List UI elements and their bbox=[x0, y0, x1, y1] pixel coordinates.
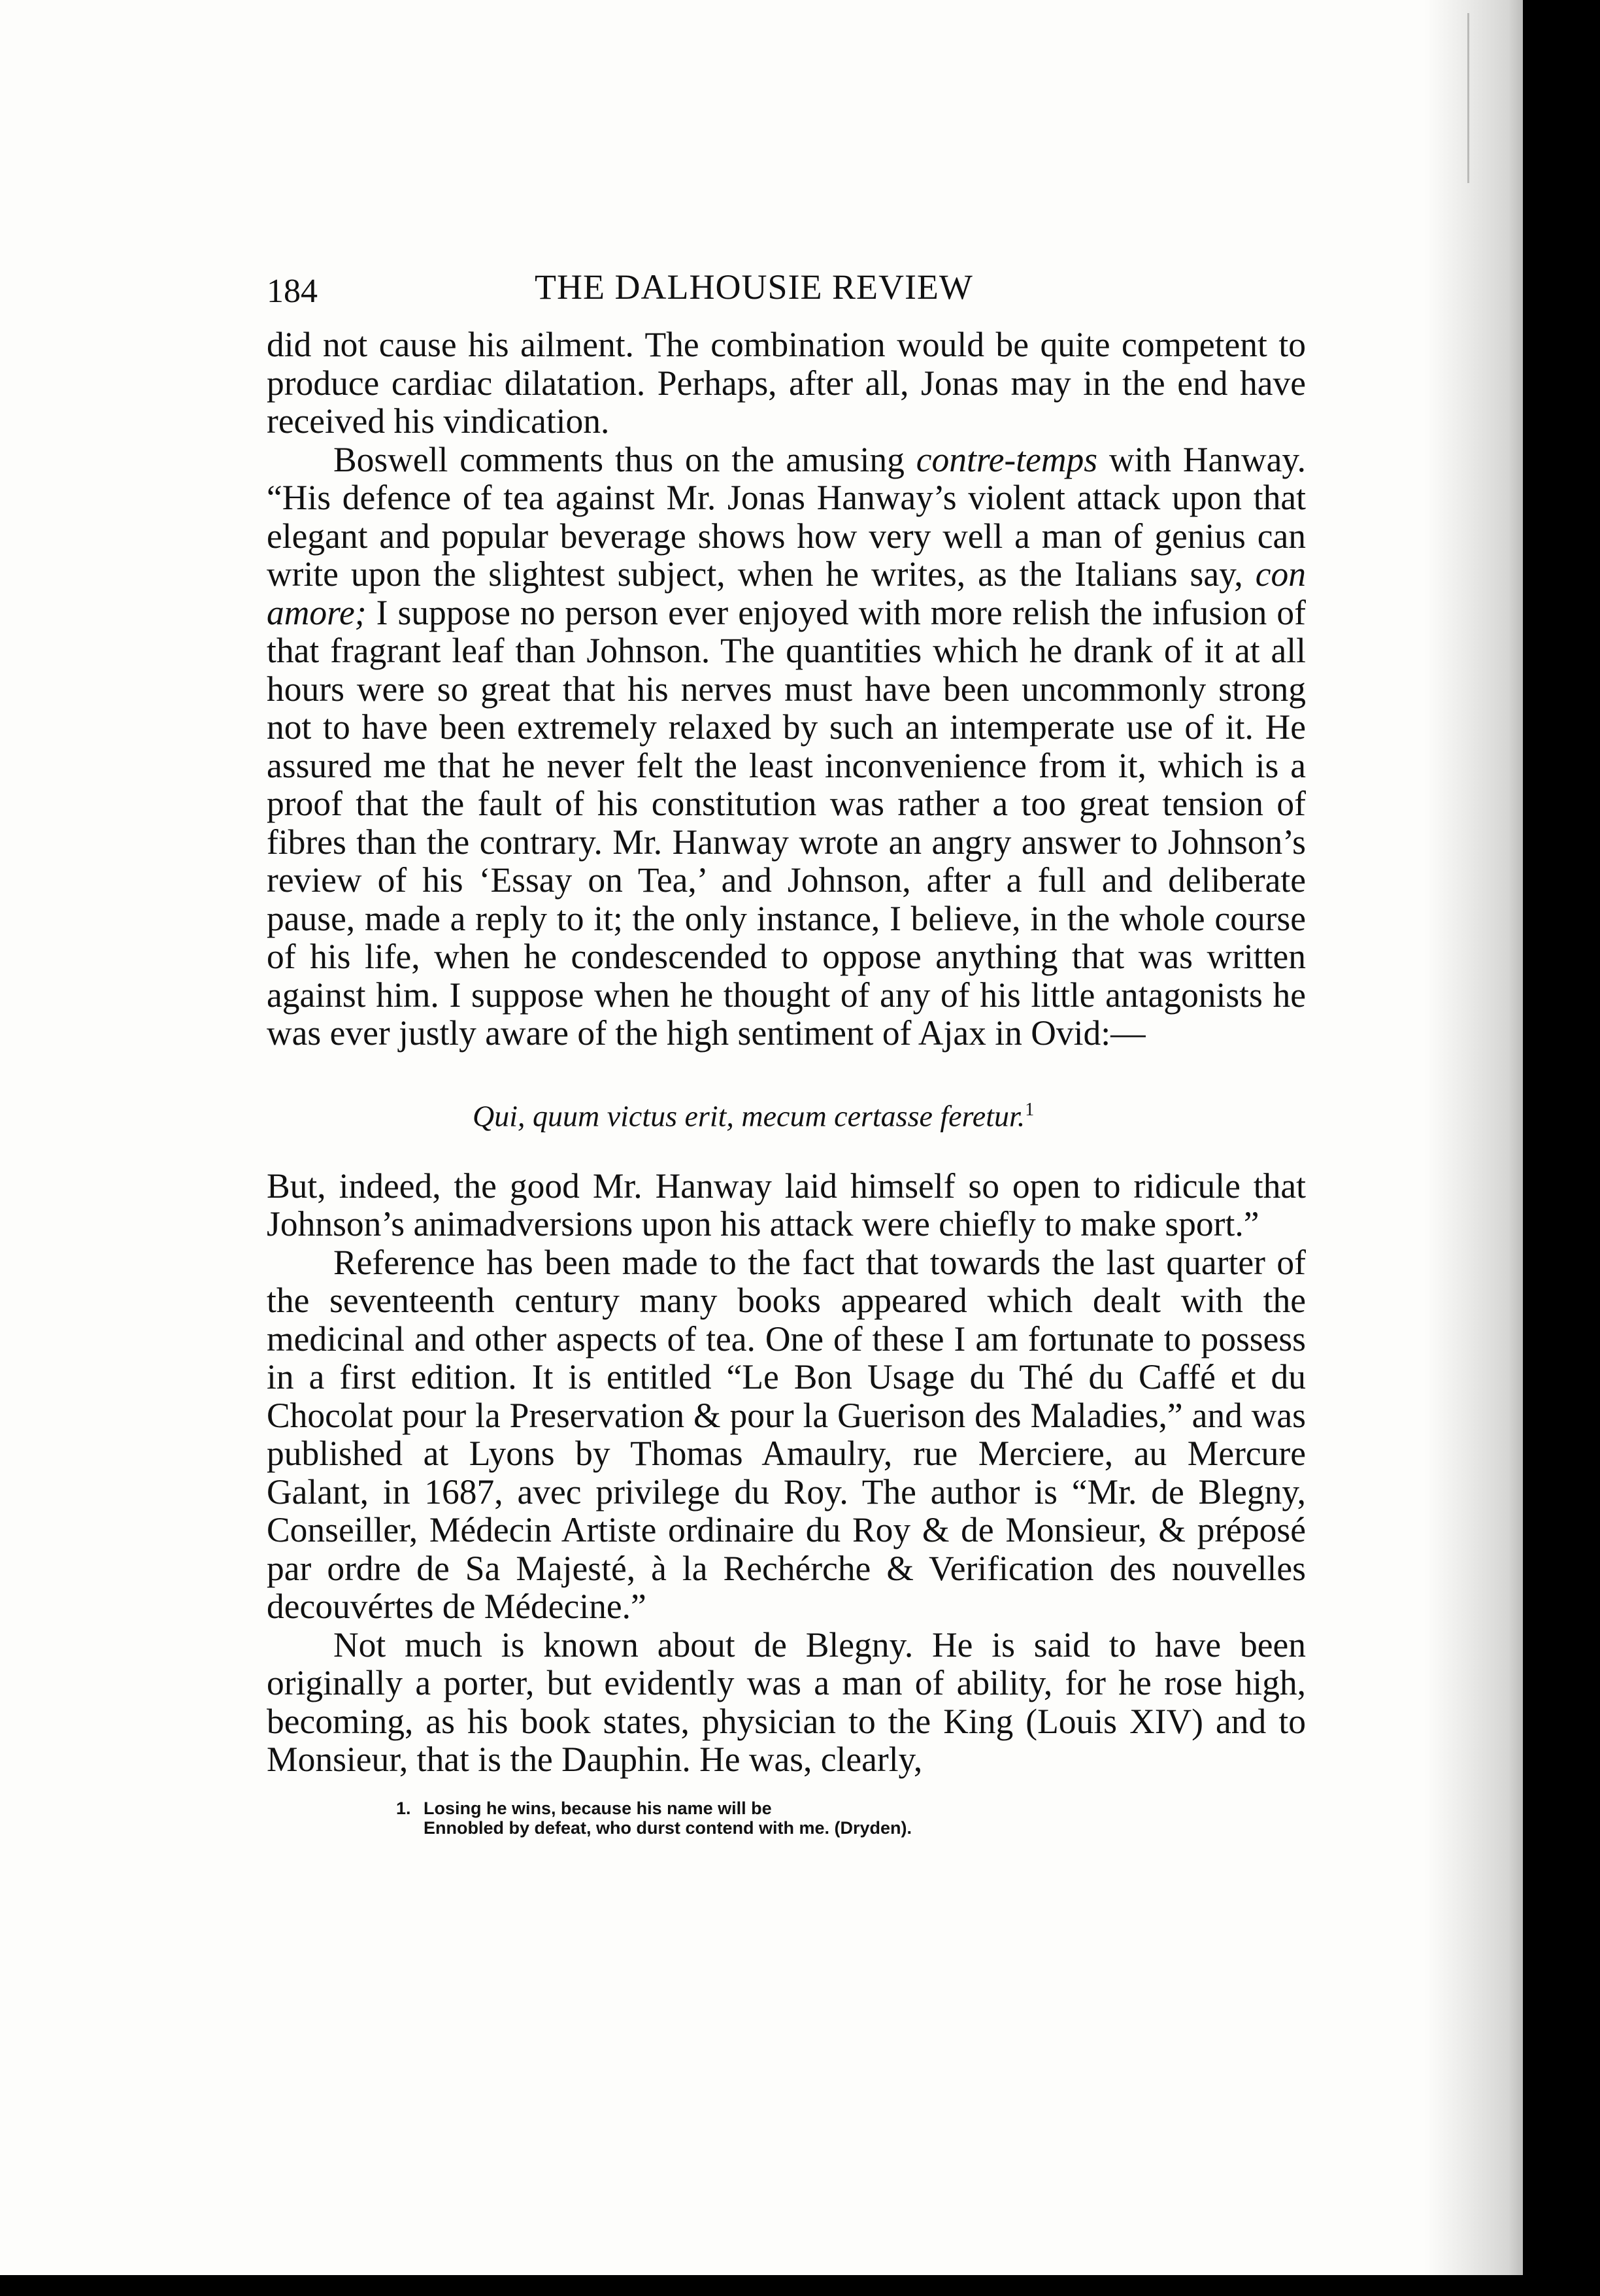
page-number: 184 bbox=[267, 273, 318, 310]
running-head bbox=[267, 260, 1306, 326]
paragraph-2-text-c: I suppose no person ever enjoyed with more relish the infusion of that fragrant leaf than Johnson. The quantities which he drank of it at all hours were so great that his nerves must have been uncommonly strong not to have been extremely relaxed by such an intemperate use of it. He assured me that he never felt the least inconvenience from it, which is a proof that the fault of his constitution was rather a too great tension of fibres than the contrary. Mr. Hanway wrote an angry answer to Johnson’s review of his ‘Essay on Tea,’ and Johnson, after a full and deliberate pause, made a reply to it; the only instance, I believe, in the whole course of his life, when he condescended to oppose anything that was written against him. I suppose when he thought of any of his little antagonists he was ever justly aware of the high sentiment of Ajax in Ovid:— bbox=[267, 592, 1306, 1053]
page-content bbox=[267, 260, 1306, 1838]
scan-artifact-line bbox=[1467, 13, 1469, 183]
page-edge-shadow bbox=[1425, 0, 1523, 2275]
paragraph-2 bbox=[267, 441, 1306, 1053]
paragraph-2-italic-a: contre-temps bbox=[916, 439, 1098, 479]
footnote bbox=[396, 1798, 1306, 1838]
paragraph-2-text-b: with Hanway. “His defence of tea against Mr. Jonas Hanway’s violent attack upon that elegant and popular beverage shows how very well a man of genius can write upon the slightest subject, when he writes, as the Italians say, bbox=[267, 439, 1307, 594]
paragraph-3: But, indeed, the good Mr. Hanway laid himself so open to ridicule that Johnson’s animadversions upon his attack were chiefly to make sport.” bbox=[267, 1166, 1306, 1244]
paragraph-4: Reference has been made to the fact that towards the last quarter of the seventeenth century many books appeared which dealt with the medicinal and other aspects of tea. One of these I am fortunate to possess in a first edition. It is entitled “Le Bon Usage du Thé du Caffé et du Chocolat pour la Preservation & pour la Guerison des Maladies,” and was published at Lyons by Thomas Amaulry, rue Merciere, au Mercure Galant, in 1687, avec privilege du Roy. The author is “Mr. de Blegny, Conseiller, Médecin Artiste ordinaire du Roy & de Monsieur, & préposé par ordre de Sa Majesté, à la Rechérche & Verification des nouvelles decouvértes de Médecine.” bbox=[267, 1242, 1306, 1627]
quotation-line-2-text: Qui, quum victus erit, mecum certasse feretur. bbox=[473, 1098, 1025, 1132]
latin-quotation bbox=[473, 1093, 1306, 1133]
paragraph-1: did not cause his ailment. The combination would be quite competent to produce cardiac dilatation. Perhaps, after all, Jonas may in the end have received his vindication. bbox=[267, 325, 1306, 441]
paragraph-2-text-a: Boswell comments thus on the amusing bbox=[333, 439, 916, 479]
paragraph-2-italic-b: con amore; bbox=[267, 554, 1306, 632]
footnote-number: 1. bbox=[396, 1798, 411, 1818]
footnote-line-2: Ennobled by defeat, who durst contend with me. (Dryden). bbox=[424, 1817, 912, 1838]
footnote-line-1: Losing he wins, because his name will be bbox=[424, 1798, 772, 1818]
quotation-line-2 bbox=[473, 1093, 1306, 1133]
footnote-reference: 1 bbox=[1025, 1099, 1035, 1120]
paragraph-5: Not much is known about de Blegny. He is said to have been originally a porter, but evidently was a man of ability, for he rose high, becoming, as his book states, physician to the King (Louis XIV) and to Monsieur, that is the Dauphin. He was, clearly, bbox=[267, 1625, 1306, 1780]
journal-title: THE DALHOUSIE REVIEW bbox=[535, 267, 973, 307]
